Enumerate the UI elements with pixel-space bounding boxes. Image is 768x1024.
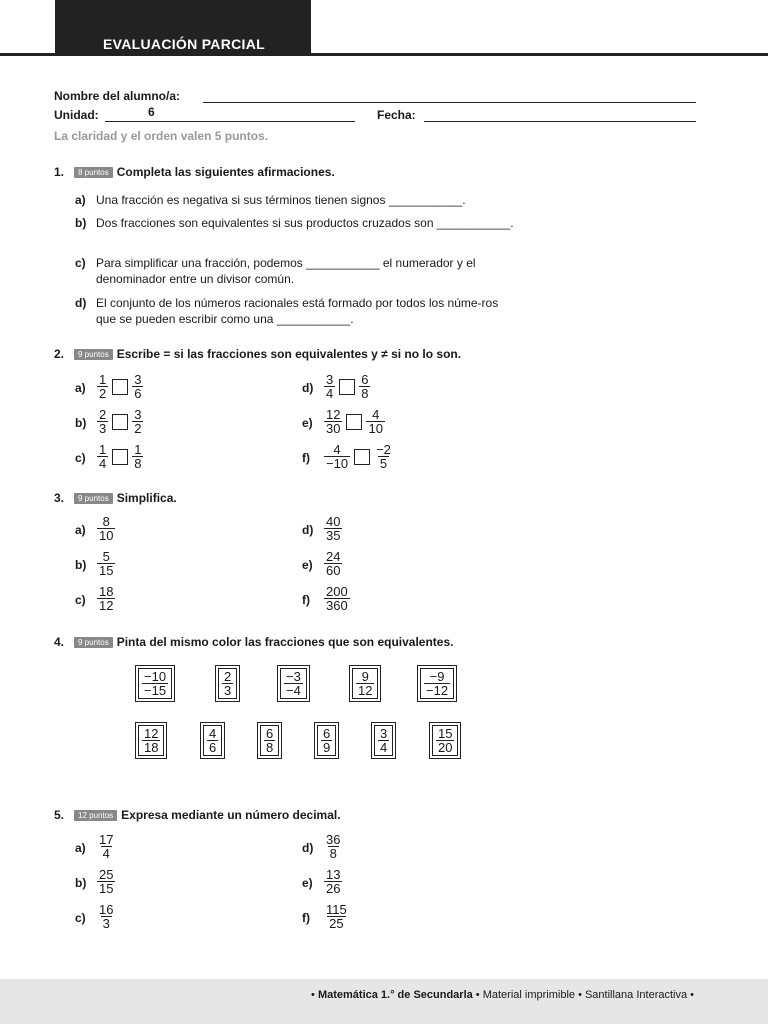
fraction xyxy=(264,727,275,754)
fraction xyxy=(324,903,349,930)
item-letter: f) xyxy=(302,911,310,925)
fraction xyxy=(324,868,342,895)
fraction-denominator: 4 xyxy=(326,386,334,401)
points-badge: 9 puntos xyxy=(74,349,113,360)
fraction xyxy=(424,670,450,697)
fraction-numerator: 6 xyxy=(361,372,369,387)
statement-text[interactable]: Una fracción es negativa si sus términos tienen signos ___________. xyxy=(96,193,466,207)
item-letter: a) xyxy=(75,381,86,395)
fraction-numerator: −10 xyxy=(144,669,167,684)
fraction-denominator: 30 xyxy=(326,421,341,436)
statement-item xyxy=(75,295,525,329)
fraction-denominator: 18 xyxy=(144,740,159,755)
item-letter: f) xyxy=(302,593,310,607)
fraction xyxy=(132,373,143,400)
fraction-denominator: 6 xyxy=(209,740,217,755)
fraction-numerator: 25 xyxy=(99,867,114,882)
footer-text xyxy=(311,989,694,1001)
equivalent-fraction-box[interactable] xyxy=(349,665,381,702)
statement-text[interactable]: Dos fracciones son equivalentes si sus productos cruzados son ___________. xyxy=(96,216,514,230)
item-letter: e) xyxy=(302,876,313,890)
equivalent-fraction-box[interactable] xyxy=(314,722,339,759)
fraction-numerator: −3 xyxy=(286,669,301,684)
equivalent-fraction-box[interactable] xyxy=(215,665,240,702)
question-title: Expresa mediante un número decimal. xyxy=(121,808,341,822)
item-letter: a) xyxy=(75,841,86,855)
fraction-denominator: 9 xyxy=(323,740,331,755)
fraction-numerator: 2 xyxy=(224,669,232,684)
fraction-denominator: 12 xyxy=(99,598,114,613)
fraction-denominator: −4 xyxy=(286,683,301,698)
fraction xyxy=(97,408,108,435)
fraction-numerator: 12 xyxy=(144,726,159,741)
fraction xyxy=(324,443,350,470)
points-badge: 8 puntos xyxy=(74,167,113,178)
fraction-numerator: 5 xyxy=(102,549,110,564)
fraction xyxy=(97,868,115,895)
statement-text[interactable]: El conjunto de los números racionales está formado por todos los núme-ros que se pueden escribir como una ___________. xyxy=(96,296,499,326)
fraction-numerator: 4 xyxy=(333,442,341,457)
question-number: 1. xyxy=(54,165,65,179)
unit-value: 6 xyxy=(148,105,155,119)
fraction-numerator: 12 xyxy=(326,407,341,422)
fraction-denominator: 25 xyxy=(329,916,344,931)
fraction xyxy=(321,727,332,754)
fraction-denominator: 4 xyxy=(102,846,110,861)
fraction-denominator: 8 xyxy=(329,846,337,861)
fraction-denominator: 35 xyxy=(326,528,341,543)
fraction-numerator: 3 xyxy=(134,372,142,387)
question-title: Completa las siguientes afirmaciones. xyxy=(116,165,335,179)
fraction-denominator: 2 xyxy=(134,421,142,436)
fraction-denominator: 3 xyxy=(224,683,232,698)
footer-publisher: • Material imprimible • Santillana Interactiva • xyxy=(472,989,694,1001)
header-tab xyxy=(55,0,311,55)
fraction-numerator: 3 xyxy=(326,372,334,387)
question-title: Simplifica. xyxy=(116,491,177,505)
footer xyxy=(0,979,768,1024)
fraction-denominator: 8 xyxy=(361,386,369,401)
fraction-denominator: 12 xyxy=(358,683,373,698)
answer-box[interactable] xyxy=(346,414,362,430)
fraction-denominator: −15 xyxy=(144,683,167,698)
item-letter: c) xyxy=(75,256,86,270)
fraction xyxy=(374,443,393,470)
fraction-denominator: 5 xyxy=(379,456,388,471)
fraction-numerator: 1 xyxy=(134,442,142,457)
student-name-label: Nombre del alumno/a: xyxy=(54,89,181,103)
statement-item xyxy=(75,255,525,289)
fraction-denominator: −12 xyxy=(426,683,449,698)
fraction-numerator: 36 xyxy=(326,832,341,847)
item-letter: e) xyxy=(302,558,313,572)
fraction xyxy=(359,373,370,400)
fraction-numerator: 6 xyxy=(266,726,274,741)
fraction-denominator: −10 xyxy=(326,456,349,471)
date-label: Fecha: xyxy=(377,108,416,122)
fraction-denominator: 3 xyxy=(99,421,107,436)
answer-box[interactable] xyxy=(112,449,128,465)
fraction-denominator: 4 xyxy=(99,456,107,471)
fraction xyxy=(222,670,233,697)
fraction xyxy=(324,550,342,577)
item-letter: b) xyxy=(75,416,87,430)
equivalent-fraction-box[interactable] xyxy=(371,722,396,759)
fraction-numerator: 3 xyxy=(380,726,388,741)
fraction-numerator: 40 xyxy=(326,514,341,529)
unit-label: Unidad: xyxy=(54,108,99,122)
item-letter: d) xyxy=(302,381,314,395)
equivalent-fraction-box[interactable] xyxy=(135,665,175,702)
fraction xyxy=(142,727,160,754)
page-title: EVALUACIÓN PARCIAL xyxy=(103,36,265,52)
equivalent-fraction-box[interactable] xyxy=(200,722,225,759)
fraction-denominator: 3 xyxy=(102,916,110,931)
question-number: 5. xyxy=(54,808,65,822)
fraction-numerator: −9 xyxy=(429,669,445,684)
answer-box[interactable] xyxy=(354,449,370,465)
fraction xyxy=(97,443,108,470)
date-field[interactable] xyxy=(424,120,696,122)
question-number: 3. xyxy=(54,491,65,505)
question-number: 4. xyxy=(54,635,65,649)
question-title: Escribe = si las fracciones son equivalentes y ≠ si no lo son. xyxy=(116,347,462,361)
fraction-numerator: 17 xyxy=(99,832,114,847)
fraction xyxy=(284,670,303,697)
fraction xyxy=(366,408,384,435)
fraction-numerator: 4 xyxy=(209,726,217,741)
fraction-numerator: 200 xyxy=(326,584,348,599)
fraction-denominator: 8 xyxy=(266,740,274,755)
fraction-numerator: 115 xyxy=(326,902,347,917)
item-letter: b) xyxy=(75,876,87,890)
equivalent-fraction-box[interactable] xyxy=(257,722,282,759)
statement-text[interactable]: Para simplificar una fracción, podemos ___________ el numerador y el denominador entre un divisor común. xyxy=(96,256,476,286)
fraction-numerator: 3 xyxy=(134,407,142,422)
item-letter: d) xyxy=(302,841,314,855)
fraction-numerator: 8 xyxy=(102,514,110,529)
equivalent-fraction-box[interactable] xyxy=(417,665,457,702)
fraction xyxy=(132,408,143,435)
fraction-numerator: 9 xyxy=(361,669,369,684)
equivalent-fraction-box[interactable] xyxy=(135,722,167,759)
fraction-denominator: 15 xyxy=(99,881,114,896)
fraction xyxy=(324,585,350,612)
fraction-numerator: −2 xyxy=(376,442,391,457)
fraction-numerator: 1 xyxy=(99,442,107,457)
footer-book-title: Matemática 1.° de Secundarla xyxy=(317,989,473,1001)
answer-box[interactable] xyxy=(339,379,355,395)
fraction-numerator: 4 xyxy=(372,407,380,422)
item-letter: d) xyxy=(75,296,87,310)
fraction xyxy=(378,727,389,754)
question-4-header xyxy=(54,635,453,649)
item-letter: d) xyxy=(302,523,314,537)
fraction-numerator: 15 xyxy=(438,726,453,741)
item-letter: c) xyxy=(75,911,86,925)
equivalent-fraction-box[interactable] xyxy=(429,722,461,759)
unit-field[interactable] xyxy=(105,120,355,122)
fraction xyxy=(97,903,115,930)
fraction xyxy=(356,670,374,697)
fraction-numerator: 13 xyxy=(326,867,341,882)
points-badge: 9 puntos xyxy=(74,637,113,648)
fraction-numerator: 6 xyxy=(323,726,331,741)
fraction xyxy=(97,833,115,860)
fraction-denominator: 2 xyxy=(99,386,107,401)
item-letter: a) xyxy=(75,523,86,537)
fraction-denominator: 26 xyxy=(326,881,341,896)
fraction xyxy=(97,550,115,577)
student-name-field[interactable] xyxy=(203,101,696,103)
fraction xyxy=(324,833,342,860)
fraction xyxy=(324,515,342,542)
item-letter: b) xyxy=(75,216,87,230)
fraction-denominator: 10 xyxy=(368,421,383,436)
fraction-denominator: 6 xyxy=(134,386,142,401)
question-5-header xyxy=(54,808,341,822)
fraction xyxy=(97,373,108,400)
fraction xyxy=(97,515,115,542)
question-number: 2. xyxy=(54,347,65,361)
item-letter: c) xyxy=(75,593,86,607)
question-title: Pinta del mismo color las fracciones que son equivalentes. xyxy=(116,635,454,649)
fraction xyxy=(324,408,342,435)
fraction-numerator: 1 xyxy=(99,372,107,387)
question-1-header xyxy=(54,165,335,179)
grading-note: La claridad y el orden valen 5 puntos. xyxy=(54,129,269,143)
fraction-numerator: 16 xyxy=(99,902,114,917)
item-letter: c) xyxy=(75,451,86,465)
fraction xyxy=(324,373,335,400)
fraction-numerator: 18 xyxy=(99,584,114,599)
question-3-header xyxy=(54,491,177,505)
question-2-header xyxy=(54,347,461,361)
equivalent-fraction-box[interactable] xyxy=(277,665,310,702)
fraction-numerator: 2 xyxy=(99,407,107,422)
fraction-denominator: 15 xyxy=(99,563,114,578)
answer-box[interactable] xyxy=(112,379,128,395)
fraction-denominator: 10 xyxy=(99,528,114,543)
fraction-denominator: 4 xyxy=(380,740,388,755)
item-letter: e) xyxy=(302,416,313,430)
statement-item xyxy=(75,215,525,249)
fraction-denominator: 20 xyxy=(438,740,453,755)
footer-lead: • xyxy=(311,989,318,1001)
fraction-denominator: 60 xyxy=(326,563,341,578)
fraction xyxy=(142,670,168,697)
points-badge: 12 puntos xyxy=(74,810,117,821)
points-badge: 9 puntos xyxy=(74,493,113,504)
answer-box[interactable] xyxy=(112,414,128,430)
item-letter: f) xyxy=(302,451,310,465)
fraction-numerator: 24 xyxy=(326,549,341,564)
fraction-denominator: 8 xyxy=(134,456,142,471)
fraction-denominator: 360 xyxy=(326,598,348,613)
fraction xyxy=(207,727,218,754)
header-rule xyxy=(0,53,768,56)
item-letter: b) xyxy=(75,558,87,572)
fraction xyxy=(436,727,454,754)
fraction xyxy=(132,443,143,470)
fraction xyxy=(97,585,115,612)
item-letter: a) xyxy=(75,193,86,207)
